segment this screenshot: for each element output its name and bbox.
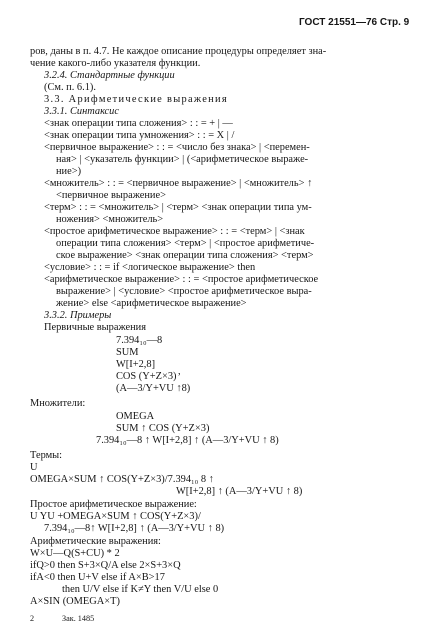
- syntax-line: жение> else <арифметическое выражение>: [56, 298, 247, 309]
- text-line: Арифметические выражения:: [30, 536, 161, 547]
- section-heading: 3.3.2. Примеры: [44, 310, 112, 321]
- example-line: then U/V else if K≠Y then V/U else 0: [62, 584, 219, 595]
- example-line: (A—3/Y+VU ↑8): [116, 383, 191, 394]
- example-line: 7.394₁₀—8↑ W[I+2,8] ↑ (A—3/Y+VU ↑ 8): [44, 523, 225, 534]
- syntax-line: ское выражение> <знак операции типа сложения> <терм>: [56, 250, 314, 261]
- example-line: U YU +OMEGA×SUM ↑ COS(Y+Z×3)/: [30, 511, 201, 522]
- example-line: W[I+2,8]: [116, 359, 156, 370]
- example-line: ifQ>0 then S+3×Q/A else 2×S+3×Q: [30, 560, 181, 571]
- example-line: SUM ↑ COS (Y+Z×3): [116, 423, 210, 434]
- syntax-line: ная> | <указатель функции> | (<арифметическое выраже-: [56, 154, 309, 165]
- syntax-line: <первичное выражение> : : = <число без знака> | <перемен-: [44, 142, 310, 153]
- example-line: COS (Y+Z×3): [116, 371, 177, 382]
- comma-mark: ,: [178, 366, 181, 377]
- syntax-line: <простое арифметическое выражение> : : = <терм> | <знак: [44, 226, 305, 237]
- text-line: Первичные выражения: [44, 322, 147, 333]
- text-line: ров, даны в п. 4.7. Не каждое описание процедуры определяет зна-: [30, 46, 327, 57]
- syntax-line: <знак операции типа умножения> : : = X | /: [44, 130, 235, 141]
- example-line: W[I+2,8] ↑ (A—3/Y+VU ↑ 8): [176, 486, 303, 497]
- syntax-line: <первичное выражение>: [56, 190, 166, 201]
- syntax-line: ние>): [56, 166, 82, 177]
- text-line: Термы:: [30, 450, 63, 461]
- syntax-line: ножения> <множитель>: [56, 214, 164, 225]
- section-heading: 3.3.1. Синтаксис: [44, 106, 119, 117]
- section-heading: 3.2.4. Стандартные функции: [44, 70, 175, 81]
- example-line: W×U—Q(S+CU) * 2: [30, 548, 120, 559]
- example-line: ifA<0 then U+V else if A×B>17: [30, 572, 165, 583]
- example-line: 7.394₁₀—8: [116, 335, 163, 346]
- text-line: Множители:: [30, 398, 86, 409]
- syntax-line: выражение> | <условие> <простое арифметическое выра-: [56, 286, 312, 297]
- text-line: чение какого-либо указателя функции.: [30, 58, 201, 69]
- example-line: OMEGA×SUM ↑ COS(Y+Z×3)/7.394₁₀ 8 ↑: [30, 474, 214, 485]
- syntax-line: <терм> : : = <множитель> | <терм> <знак операции типа ум-: [44, 202, 312, 213]
- section-heading: 3.3. Арифметические выражения: [44, 94, 228, 105]
- example-line: OMEGA: [116, 411, 155, 422]
- example-line: SUM: [116, 347, 139, 358]
- print-order: Зак. 1485: [62, 614, 95, 623]
- text-line: Простое арифметическое выражение:: [30, 499, 197, 510]
- syntax-line: операции типа сложения> <терм> | <простое арифметиче-: [56, 238, 315, 249]
- text-line: (См. п. 6.1).: [44, 82, 96, 93]
- page-header: ГОСТ 21551—76 Стр. 9: [299, 17, 410, 28]
- example-line: U: [30, 462, 38, 473]
- page-number: 2: [30, 614, 35, 623]
- syntax-line: <арифметическое выражение> : : = <простое арифметическое: [44, 274, 319, 285]
- syntax-line: <знак операции типа сложения> : : = + | —: [44, 118, 233, 129]
- syntax-line: <множитель> : : = <первичное выражение> | <множитель> ↑: [44, 178, 313, 189]
- example-line: A×SIN (OMEGA×T): [30, 596, 120, 607]
- example-line: 7.394₁₀—8 ↑ W[I+2,8] ↑ (A—3/Y+VU ↑ 8): [96, 435, 279, 446]
- syntax-line: <условие> : : = if <логическое выражение> then: [44, 262, 256, 273]
